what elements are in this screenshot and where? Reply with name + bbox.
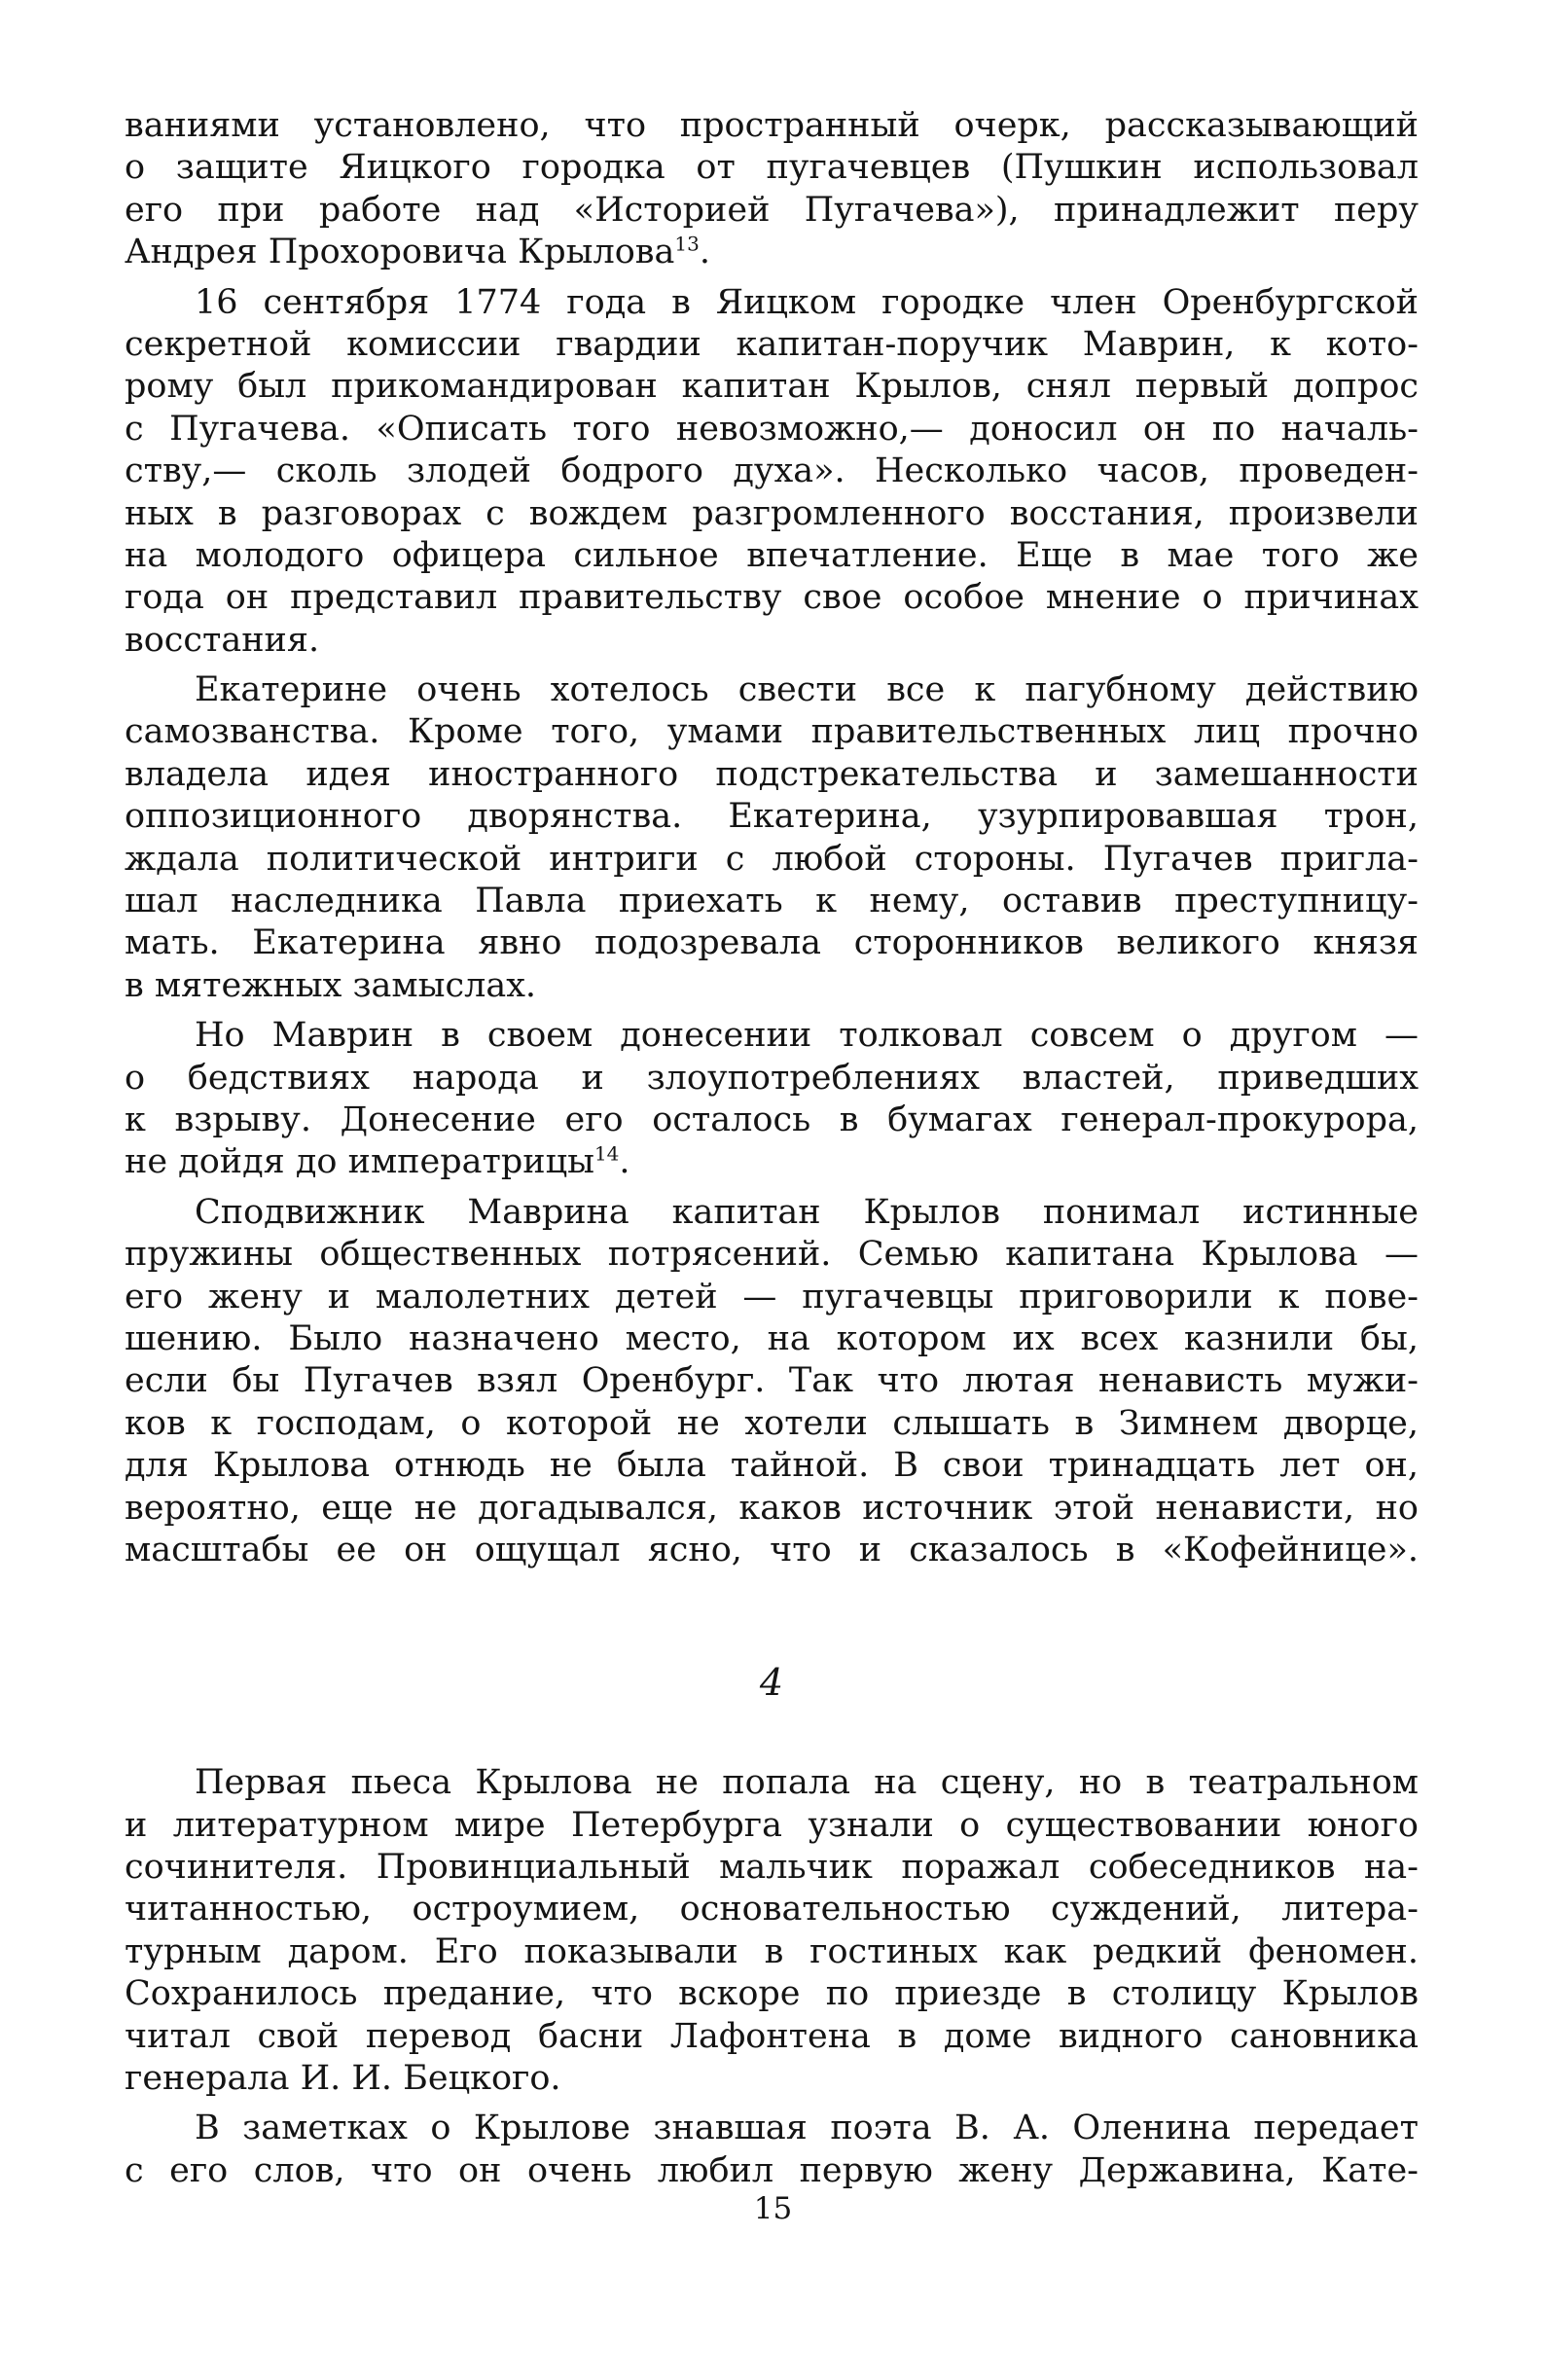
text-line: [125, 1530, 1419, 1571]
line-text: его жену и малолетних детей — пугачевцы приговорили к пове-: [125, 1277, 1419, 1316]
paragraph-p4: [125, 1015, 1419, 1184]
text-line: [125, 1847, 1419, 1889]
line-text: самозванства. Кроме того, умами правительственных лиц прочно: [125, 712, 1419, 752]
line-text: Сподвижник Маврина капитан Крылов понимал истинные: [195, 1192, 1419, 1232]
text-line: [125, 1318, 1419, 1360]
text-line: [125, 1360, 1419, 1402]
text-line: [125, 1100, 1419, 1141]
line-text: для Крылова отнюдь не была тайной. В свои тринадцать лет он,: [125, 1446, 1419, 1486]
paragraph-p5: [125, 1192, 1419, 1572]
line-text: читал свой перевод басни Лафонтена в доме видного сановника: [125, 2016, 1419, 2056]
text-line: [125, 1058, 1419, 1100]
line-text: сочинителя. Провинциальный мальчик поражал собеседников на-: [125, 1848, 1419, 1888]
line-text: с Пугачева. «Описать того невозможно,— доносил он по началь-: [125, 409, 1419, 449]
line-text: владела идея иностранного подстрекательства и замешанности: [125, 754, 1419, 794]
text-line: [125, 1488, 1419, 1530]
text-line: [125, 796, 1419, 838]
text-line: [125, 1445, 1419, 1487]
line-text: оппозиционного дворянства. Екатерина, узурпировавшая трон,: [125, 797, 1419, 837]
text-line: [125, 190, 1419, 232]
text-line: [125, 1762, 1419, 1804]
line-text: В заметках о Крылове знавшая поэта В. А. Оленина передает: [195, 2109, 1419, 2148]
text-line: [125, 282, 1419, 324]
line-text: и литературном мире Петербурга узнали о существовании юного: [125, 1805, 1419, 1845]
text-line: [125, 2108, 1419, 2149]
text-line: [125, 711, 1419, 753]
line-text: Сохранилось предание, что вскоре по приезде в столицу Крылов: [125, 1974, 1419, 2014]
text-line: [125, 2150, 1419, 2192]
line-text: вероятно, еще не догадывался, каков источник этой ненависти, но: [125, 1488, 1419, 1528]
paragraph-p2: [125, 282, 1419, 663]
text-line: [125, 1015, 1419, 1057]
text-line: [125, 232, 1419, 273]
line-text: если бы Пугачев взял Оренбург. Так что лютая ненависть мужи-: [125, 1361, 1419, 1401]
text-line: [125, 1141, 1419, 1183]
line-text: ству,— сколь злодей бодрого духа». Несколько часов, проведен-: [125, 451, 1419, 491]
text-line: [125, 620, 1419, 662]
line-text: не дойдя до императрицы: [125, 1142, 594, 1182]
line-text: читанностью, остроумием, основательностью суждений, литера-: [125, 1890, 1419, 1929]
paragraph-p7: [125, 2108, 1419, 2192]
line-text: ков к господам, о которой не хотели слышать в Зимнем дворце,: [125, 1403, 1419, 1443]
text-line: [125, 324, 1419, 366]
text-line: [125, 1931, 1419, 1973]
text-line: [125, 1973, 1419, 2015]
text-line: [125, 366, 1419, 408]
line-text: в мятежных замыслах.: [125, 965, 537, 1005]
line-text: Первая пьеса Крылова не попала на сцену, но в театральном: [195, 1763, 1419, 1803]
line-text: генерала И. И. Бецкого.: [125, 2059, 561, 2099]
line-text: ваниями установлено, что пространный очерк, рассказывающий: [125, 106, 1419, 145]
footnote-punct: .: [699, 233, 710, 272]
text-line: [125, 451, 1419, 492]
line-text: шал наследника Павла приехать к нему, оставив преступницу-: [125, 882, 1419, 921]
line-text: года он представил правительству свое особое мнение о причинах: [125, 578, 1419, 618]
line-text: с его слов, что он очень любил первую жену Державина, Кате-: [125, 2150, 1419, 2190]
text-line: [125, 1889, 1419, 1930]
text-line: [125, 839, 1419, 881]
text-line: [125, 409, 1419, 451]
line-text: на молодого офицера сильное впечатление. Еще в мае того же: [125, 535, 1419, 575]
line-text: 16 сентября 1774 года в Яицком городке член Оренбургской: [195, 282, 1419, 322]
text-line: [125, 2058, 1419, 2100]
line-text: о бедствиях народа и злоупотреблениях властей, приведших: [125, 1058, 1419, 1098]
line-text: Но Маврин в своем донесении толковал совсем о другом —: [195, 1016, 1419, 1056]
footnote-punct: .: [619, 1142, 630, 1182]
paragraph-p3: [125, 669, 1419, 1007]
text-line: [125, 1805, 1419, 1847]
line-text: к взрыву. Донесение его осталось в бумагах генерал-прокурора,: [125, 1100, 1419, 1139]
line-text: шению. Было назначено место, на котором их всех казнили бы,: [125, 1318, 1419, 1358]
line-text: о защите Яицкого городка от пугачевцев (Пушкин использовал: [125, 148, 1419, 188]
text-line: [125, 1277, 1419, 1318]
paragraph-p1: [125, 105, 1419, 274]
footnote-ref: 13: [674, 232, 700, 256]
line-text: секретной комиссии гвардии капитан-поручик Маврин, к кото-: [125, 324, 1419, 364]
text-line: [125, 493, 1419, 535]
text-line: [125, 965, 1419, 1007]
line-text: масштабы ее он ощущал ясно, что и сказалось в «Кофейнице».: [125, 1530, 1419, 1569]
text-line: [125, 1234, 1419, 1276]
page-body: [125, 105, 1419, 2200]
footnote-ref: 14: [593, 1141, 620, 1166]
section-number: 4: [759, 1661, 784, 1705]
text-line: [125, 577, 1419, 619]
line-text: ных в разговорах с вождем разгромленного восстания, произвели: [125, 493, 1419, 533]
text-line: [125, 105, 1419, 147]
line-text: мать. Екатерина явно подозревала сторонников великого князя: [125, 923, 1419, 963]
line-text: ждала политической интриги с любой стороны. Пугачев пригла-: [125, 839, 1419, 879]
text-line: [125, 754, 1419, 796]
text-line: [125, 147, 1419, 189]
line-text: его при работе над «Историей Пугачева»), принадлежит перу: [125, 190, 1419, 230]
text-line: [125, 2016, 1419, 2058]
line-text: рому был прикомандирован капитан Крылов, снял первый допрос: [125, 367, 1419, 407]
text-line: [125, 535, 1419, 577]
line-text: Андрея Прохоровича Крылова: [125, 233, 675, 272]
text-line: [125, 881, 1419, 922]
text-line: [125, 922, 1419, 964]
line-text: турным даром. Его показывали в гостиных как редкий феномен.: [125, 1931, 1419, 1971]
page-number: 15: [753, 2191, 793, 2226]
line-text: пружины общественных потрясений. Семью капитана Крылова —: [125, 1235, 1419, 1275]
text-line: [125, 1192, 1419, 1234]
line-text: восстания.: [125, 620, 320, 660]
text-line: [125, 669, 1419, 711]
text-line: [125, 1403, 1419, 1445]
paragraph-p6: [125, 1762, 1419, 2100]
line-text: Екатерине очень хотелось свести все к пагубному действию: [195, 670, 1419, 710]
